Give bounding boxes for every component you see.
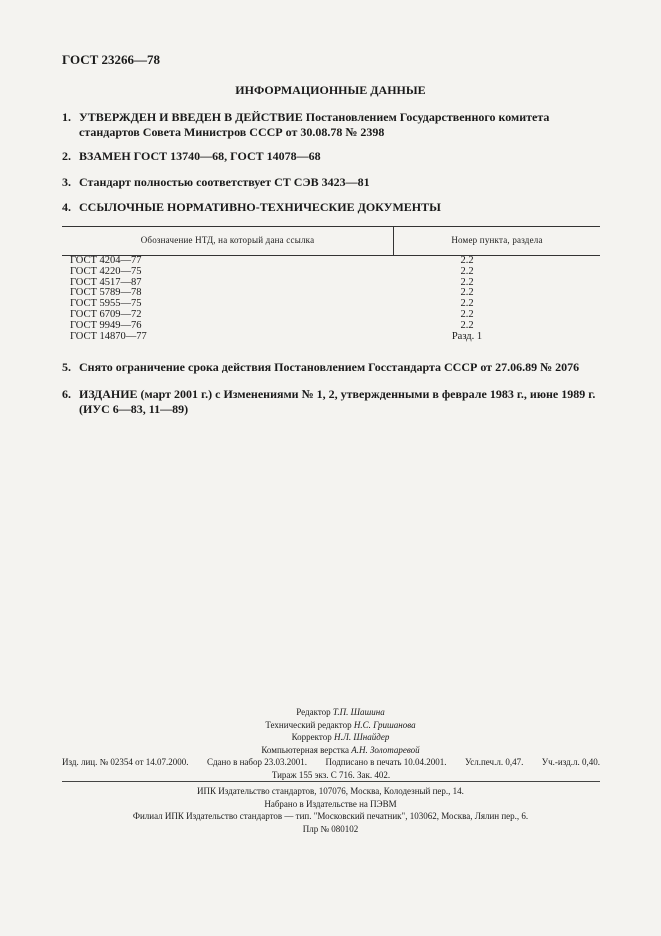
imprint-rule xyxy=(62,781,600,782)
info-item-1 xyxy=(62,110,607,140)
imprint-license: Изд. лиц. № 02354 от 14.07.2000. xyxy=(62,757,189,767)
publisher-block xyxy=(0,785,661,835)
credit-name: Н.С. Гришанова xyxy=(353,719,416,730)
section-title: ИНФОРМАЦИОННЫЕ ДАННЫЕ xyxy=(235,83,426,97)
credit-role: Корректор xyxy=(291,732,332,742)
imprint-line xyxy=(62,756,600,769)
info-item-4 xyxy=(62,200,607,215)
item-number: 6. xyxy=(62,387,71,401)
table-top-rule xyxy=(62,226,600,227)
row-section: 2.2 xyxy=(460,287,474,299)
item-number: 2. xyxy=(62,149,71,163)
row-section: 2.2 xyxy=(460,308,474,320)
imprint-run: Тираж 155 экз. С 716. Зак. 402. xyxy=(271,769,391,780)
credit-name: А.Н. Золотаревой xyxy=(351,744,420,755)
credit-tech-editor xyxy=(0,719,661,732)
info-item-5 xyxy=(62,360,607,375)
item-text: Снято ограничение срока действия Постановлением Госстандарта СССР от 27.06.89 № 2076 xyxy=(79,360,580,374)
item-text: Стандарт полностью соответствует СТ СЭВ 3423—81 xyxy=(79,175,370,189)
credit-role: Компьютерная верстка xyxy=(261,744,349,755)
table-row xyxy=(62,299,600,310)
row-section: 2.2 xyxy=(460,319,474,331)
credit-layout xyxy=(0,744,661,757)
imprint-edu-sheets: Уч.-изд.л. 0,40. xyxy=(541,757,600,767)
row-section: 2.2 xyxy=(460,298,474,310)
credit-name: Н.Л. Шнайдер xyxy=(334,732,390,742)
table-row xyxy=(62,310,600,321)
credit-role: Технический редактор xyxy=(265,719,352,730)
row-document: ГОСТ 9949—76 xyxy=(70,319,142,331)
publisher-line-2: Набрано в Издательстве на ПЭВМ xyxy=(264,798,397,809)
item-text: ВЗАМЕН ГОСТ 13740—68, ГОСТ 14078—68 xyxy=(79,149,321,163)
table-row xyxy=(62,332,600,343)
table-row xyxy=(62,288,600,299)
table-body xyxy=(62,256,600,342)
publisher-line-4: Плр № 080102 xyxy=(302,823,359,834)
imprint-block xyxy=(62,756,600,781)
row-document: ГОСТ 5789—78 xyxy=(70,287,142,299)
info-item-2 xyxy=(62,149,607,164)
table-row xyxy=(62,321,600,332)
imprint-print-sheets: Усл.печ.л. 0,47. xyxy=(464,757,524,767)
row-section: Разд. 1 xyxy=(451,330,483,342)
item-number: 1. xyxy=(62,110,71,124)
imprint-signed: Подписано в печать 10.04.2001. xyxy=(325,757,447,767)
row-document: ГОСТ 14870—77 xyxy=(70,330,147,342)
row-section: 2.2 xyxy=(460,265,474,277)
imprint-typeset: Сдано в набор 23.03.2001. xyxy=(206,757,307,767)
credits-block xyxy=(0,706,661,756)
info-item-3 xyxy=(62,175,607,190)
table-row xyxy=(62,278,600,289)
table-header-section: Номер пункта, раздела xyxy=(451,235,543,245)
credit-proofreader xyxy=(0,731,661,744)
table-row xyxy=(62,256,600,267)
credit-editor xyxy=(0,706,661,719)
item-text: ССЫЛОЧНЫЕ НОРМАТИВНО-ТЕХНИЧЕСКИЕ ДОКУМЕНТЫ xyxy=(79,200,441,214)
item-text: ИЗДАНИЕ (март 2001 г.) с Изменениями № 1, 2, утвержденными в феврале 1983 г., июне 1989 г. (ИУС 6—83, 11—89) xyxy=(79,387,596,416)
document-id: ГОСТ 23266—78 xyxy=(62,52,161,67)
row-document: ГОСТ 4204—77 xyxy=(70,255,142,266)
credit-name: Т.П. Шашина xyxy=(332,707,385,717)
credit-role: Редактор xyxy=(296,707,331,717)
publisher-line-3: Филиал ИПК Издательство стандартов — тип. "Московский печатник", 103062, Москва, Лялин пер., 6. xyxy=(132,811,529,821)
item-number: 3. xyxy=(62,175,71,189)
table-header-document: Обозначение НТД, на который дана ссылка xyxy=(140,235,315,245)
info-item-6 xyxy=(62,387,607,417)
item-text: УТВЕРЖДЕН И ВВЕДЕН В ДЕЙСТВИЕ Постановлением Государственного комитета стандартов Совета Министров СССР от 30.08.78 № 2398 xyxy=(79,110,550,139)
table-row xyxy=(62,267,600,278)
row-section: 2.2 xyxy=(460,276,474,288)
row-document: ГОСТ 4220—75 xyxy=(70,265,142,277)
item-number: 5. xyxy=(62,360,71,374)
row-section: 2.2 xyxy=(460,255,474,266)
item-number: 4. xyxy=(62,200,71,214)
row-document: ГОСТ 5955—75 xyxy=(70,298,142,310)
row-document: ГОСТ 4517—87 xyxy=(70,276,142,288)
row-document: ГОСТ 6709—72 xyxy=(70,308,142,320)
publisher-line-1: ИПК Издательство стандартов, 107076, Москва, Колодезный пер., 14. xyxy=(197,786,464,796)
